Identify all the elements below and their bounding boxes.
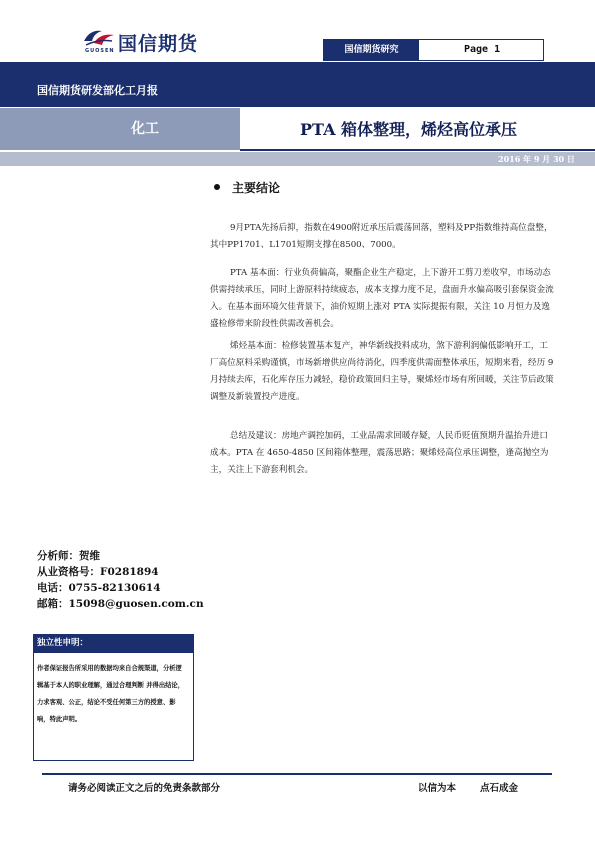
category-label: 化工 [131, 121, 159, 137]
disclaimer-heading: 独立性申明： [37, 638, 89, 648]
footer-disclaimer-note: 请务必阅读正文之后的免责条款部分 [68, 783, 221, 794]
research-label: 国信期货研究 [324, 40, 419, 60]
analyst-name: 分析师：贺维 [37, 550, 100, 562]
logo-text: 国信期货 [118, 33, 199, 55]
report-title: PTA 箱体整理，烯烃高位承压 [300, 120, 518, 139]
analyst-cert: 从业资格号：F0281894 [37, 566, 159, 578]
footer-motto-1: 以信为本 [418, 783, 457, 794]
bullet-icon [214, 184, 220, 190]
paragraph-advice: 总结及建议：房地产调控加码，工业品需求回暖存疑，人民币贬值预期升温抬升进口成本。PTA 在 4650-4850 区间箱体整理，震荡思路；聚烯烃高位承压调整，逢高抛空为主，关注上下游套利机会。 [210, 431, 549, 475]
logo-subtext: GUOSEN [85, 48, 115, 54]
logo-mark-icon [82, 27, 116, 49]
section-heading: 主要结论 [232, 181, 281, 195]
analyst-email: 邮箱：15098@guosen.com.cn [37, 598, 204, 610]
footer-motto-2: 点石成金 [480, 783, 519, 794]
disclaimer-text: 作者保证报告所采用的数据均来自合规渠道，分析逻辑基于本人的职业理解，通过合理判断 并得出结论，力求客观、公正，结论不受任何第三方的授意、影响，特此声明。 [37, 665, 185, 723]
title-divider [240, 149, 595, 151]
banner-title: 国信期货研发部化工月报 [37, 84, 158, 97]
analyst-phone: 电话：0755-82130614 [37, 582, 161, 594]
page-number: Page 1 [464, 44, 501, 55]
report-date: 2016 年 9 月 30 日 [498, 154, 575, 164]
research-page-box [323, 39, 544, 61]
paragraph-olefin: 烯烃基本面：检修装置基本复产，神华新线投料成功，煞下游利润偏低影响开工，工厂高位原料采购谨慎，市场新增供应尚待消化，四季度供需面整体承压，短期来看，经历 9 月持续去库，石化库存压力减轻，稳价政策回归主导，聚烯烃市场有所回暖，关注节后政策调整及新装置投产进度。 [210, 341, 554, 402]
paragraph-pta: PTA 基本面：行业负荷偏高，聚酯企业生产稳定，上下游开工剪刀差收窄，市场动态供需持续承压，同时上游原料持续疲态，成本支撑力度不足，盘面升水偏高吸引套保资金流入。在基本面环境欠佳背景下，油价短期上涨对 PTA 实际提振有限，关注 10 月恒力及逸盛检修带来阶段性供需改善机会。 [210, 268, 554, 329]
footer-divider [42, 773, 552, 775]
paragraph-summary: 9月PTA先扬后抑，指数在4900附近承压后震荡回落，塑料及PP指数维持高位盘整，其中PP1701、L1701短期支撑在8500、7000。 [210, 223, 553, 250]
